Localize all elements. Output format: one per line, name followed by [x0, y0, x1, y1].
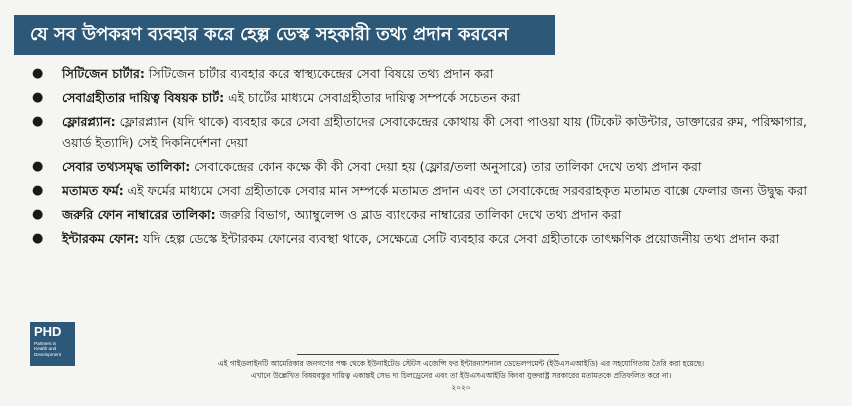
item-title: সেবার তথ্যসমৃদ্ধ তালিকা:: [62, 159, 191, 174]
tools-list: [30, 63, 840, 252]
item-text: এই চার্টের মাধ্যমে সেবাগ্রহীতার দায়িত্ব সম্পর্কে সচেতন করা: [224, 90, 521, 105]
bullet-icon: ●: [32, 159, 44, 174]
list-item: [30, 111, 840, 153]
footer-disclaimer-2: এখানে উল্লেখিত বিষয়বস্তুর দায়িত্ব একান্তই সেভ দ্য চিলড্রেনের এবং তা ইউএসএআইডি কিংবা যুক্তরাষ্ট্র সরকারের মতামতকে প্রতিফলিত করে না।: [250, 371, 672, 380]
list-item: [30, 204, 840, 225]
footer-year: ২০২০: [451, 383, 471, 392]
bullet-icon: ●: [32, 114, 44, 129]
logo-tagline-line: Health and: [34, 346, 57, 352]
list-item: [30, 180, 840, 201]
footer-disclaimer-1: এই গাইডলাইনটি আমেরিকার জনগণের পক্ষ থেকে ইউনাইটেড স্টেটস এজেন্সি ফর ইন্টারন্যাশনাল ডেভেলপমেন্ট (ইউএসএআইডি) এর সহযোগিতায় তৈরি করা হয়েছে।: [218, 359, 704, 368]
logo-tagline-line: Development: [34, 351, 62, 357]
footer-divider: [297, 354, 559, 355]
item-title: মতামত ফর্ম:: [62, 183, 124, 198]
item-text: ফ্লোরপ্ল্যান (যদি থাকে) ব্যবহার করে সেবা গ্রহীতাদের সেবাকেন্দ্রের কোথায় কী সেবা পাওয়া যায় (টিকেট কাউন্টার, ডাক্তারের রুম, পরিক্ষাগার, ওয়ার্ড ইত্যাদি) সেই দিকনির্দেশনা দেয়া: [62, 114, 807, 150]
logo-mark: PHD: [34, 324, 62, 339]
logo-tagline: [34, 341, 71, 357]
phd-logo: [30, 322, 75, 366]
item-text: জরুরি বিভাগ, অ্যাম্বুলেন্স ও ব্লাড ব্যাংকের নাম্বারের তালিকা দেখে তথ্য প্রদান করা: [215, 207, 622, 222]
item-text: যদি হেল্প ডেস্কে ইন্টারকম ফোনের ব্যবস্থা থাকে, সেক্ষেত্রে সেটি ব্যবহার করে সেবা গ্রহীতাকে তাৎক্ষণিক প্রয়োজনীয় তথ্য প্রদান করা: [139, 231, 780, 246]
item-title: সিটিজেন চার্টার:: [62, 66, 145, 81]
section-title: যে সব উপকরণ ব্যবহার করে হেল্প ডেস্ক সহকারী তথ্য প্রদান করবেন: [30, 23, 509, 45]
bullet-icon: ●: [32, 66, 44, 81]
item-text: সেবাকেন্দ্রের কোন কক্ষে কী কী সেবা দেয়া হয় (ফ্লোর/তলা অনুসারে) তার তালিকা দেখে তথ্য প্রদান করা: [190, 159, 702, 174]
list-item: [30, 87, 840, 108]
item-text: সিটিজেন চার্টার ব্যবহার করে স্বাস্থ্যকেন্দ্রের সেবা বিষয়ে তথ্য প্রদান করা: [144, 66, 494, 81]
section-header: [14, 15, 555, 55]
bullet-icon: ●: [32, 207, 44, 222]
footer: [88, 358, 834, 394]
list-item: [30, 228, 840, 249]
item-text: এই ফর্মের মাধ্যমে সেবা গ্রহীতাকে সেবার মান সম্পর্কে মতামত প্রদান এবং তা সেবাকেন্দ্রে সরবরাহকৃত মতামত বাক্সে ফেলার জন্য উদ্বুদ্ধ করা: [123, 183, 807, 198]
item-title: সেবাগ্রহীতার দায়িত্ব বিষয়ক চার্ট:: [62, 90, 225, 105]
list-item: [30, 156, 840, 177]
bullet-icon: ●: [32, 90, 44, 105]
bullet-icon: ●: [32, 183, 44, 198]
list-item: [30, 63, 840, 84]
item-title: ফ্লোরপ্ল্যান:: [62, 114, 116, 129]
item-title: ইন্টারকম ফোন:: [62, 231, 140, 246]
bullet-icon: ●: [32, 231, 44, 246]
logo-tagline-line: Partners in: [34, 341, 57, 346]
item-title: জরুরি ফোন নাম্বারের তালিকা:: [62, 207, 216, 222]
